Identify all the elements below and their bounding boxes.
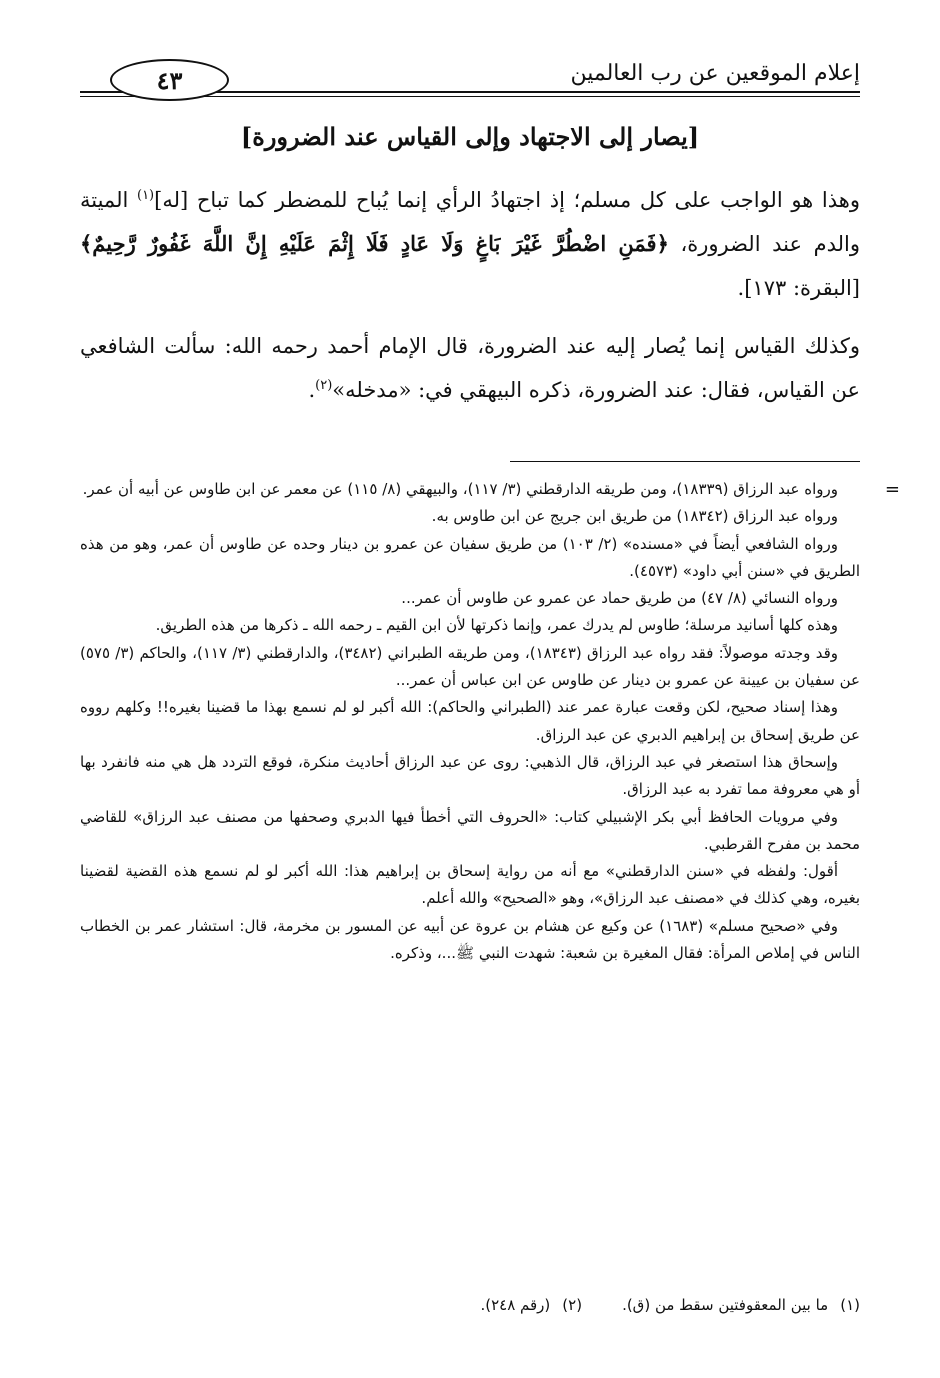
note-paragraph: أقول: ولفظه في «سنن الدارقطني» مع أنه من رواية إسحاق بن إبراهيم هذا: الله أكبر لو لم نسمع هذه القضية لقضينا بغيره، وهي كذلك في «مصنف عبد الرزاق»، وهو «الصحيح» والله أعلم.	[80, 862, 860, 908]
note-paragraph	[80, 476, 900, 503]
note-paragraph: ورواه عبد الرزاق (١٨٣٤٢) من طريق ابن جريج عن ابن طاوس به.	[431, 507, 838, 526]
note-paragraph: وهذه كلها أسانيد مرسلة؛ طاوس لم يدرك عمر، وإنما ذكرتها لأن ابن القيم ـ رحمه الله ـ ذكرها من هذه الطريق.	[155, 616, 838, 635]
running-header	[80, 55, 860, 105]
note-paragraph: وفي مرويات الحافظ أبي بكر الإشبيلي كتاب: «الحروف التي أخطأ فيها الدبري وصحفها من مصنف عبد الرزاق» للقاضي محمد بن مفرح القرطبي.	[80, 807, 860, 853]
note-paragraph: ورواه الشافعي أيضاً في «مسنده» (٢/ ١٠٣) من طريق سفيان عن عمرو بن دينار وحده عن طاوس أن عمر، وهو من هذه الطريق في «سنن أبي داود» (٤٥٧٣).	[80, 534, 860, 580]
page-number: ٤٣	[110, 59, 229, 101]
paragraph-1	[80, 178, 860, 310]
note-paragraph: وفي «صحيح مسلم» (١٦٨٣) عن وكيع عن هشام بن عروة عن أبيه عن المسور بن مخرمة، قال: استشار عمر بن الخطاب الناس في إملاص المرأة: فقال المغيرة بن شعبة: شهدت النبي ﷺ...، وذكره.	[80, 916, 860, 963]
section-title: [يصار إلى الاجتهاد وإلى القياس عند الضرورة]	[240, 122, 700, 151]
p1-text-b: الميتة والدم عند الضرورة،	[80, 188, 860, 256]
footnote-1-number: (١)	[840, 1296, 860, 1314]
paragraph-2	[80, 324, 860, 412]
footnote-ref-1: (١)	[136, 188, 155, 203]
footnote-ref-2: (٢)	[315, 378, 333, 393]
footnote-continuation	[80, 476, 900, 967]
continuation-mark: =	[884, 479, 900, 500]
p1-text-a: وهذا هو الواجب على كل مسلم؛ إذ اجتهادُ الرأي إنما يُباح للمضطر كما تباح [له]	[154, 188, 860, 212]
quran-verse: ﴿فَمَنِ اضْطُرَّ غَيْرَ بَاغٍ وَلَا عَادٍ فَلَا إِثْمَ عَلَيْهِ إِنَّ اللَّهَ غَفُورٌ رَّحِيمٌ﴾	[80, 231, 669, 256]
note-text: ورواه عبد الرزاق (١٨٣٣٩)، ومن طريقه الدارقطني (٣/ ١١٧)، والبيهقي (٨/ ١١٥) عن معمر عن ابن طاوس عن أبيه أن عمر.	[82, 480, 838, 498]
p2-text-b: .	[308, 378, 316, 402]
note-paragraph: وقد وجدته موصولاً: فقد رواه عبد الرزاق (١٨٣٤٣)، ومن طريقه الطبراني (٣٤٨٢)، والدارقطني (٣/ ١١٧)، والحاكم (٣/ ٥٧٥) عن سفيان بن عيينة عن عمرو بن دينار عن طاوس عن ابن عباس أن عمر...	[80, 643, 860, 690]
p2-text-a: وكذلك القياس إنما يُصار إليه عند الضرورة، قال الإمام أحمد رحمه الله: سألت الشافعي عن القياس، فقال: عند الضرورة، ذكره البيهقي في: «مدخله»	[80, 334, 860, 402]
main-text	[80, 178, 860, 426]
book-title: إعلام الموقعين عن رب العالمين	[570, 61, 860, 86]
footnote-2-text: (رقم ٢٤٨).	[480, 1296, 551, 1314]
note-paragraph: وهذا إسناد صحيح، لكن وقعت عبارة عمر عند (الطبراني والحاكم): الله أكبر لو لم نسمع بهذا ما قضينا بغيره!! وكلهم رووه عن طريق إسحاق بن إبراهيم الدبري عن عبد الرزاق.	[80, 698, 860, 744]
footnote-1-text: ما بين المعقوفتين سقط من (ق).	[622, 1296, 829, 1314]
page-footnotes	[80, 1292, 860, 1319]
footnote-separator	[510, 461, 860, 462]
p1-text-c: [البقرة: ١٧٣].	[737, 276, 860, 300]
note-paragraph: وإسحاق هذا استصغر في عبد الرزاق، قال الذهبي: روى عن عبد الرزاق أحاديث منكرة، فوقع التردد هل هي منه فانفرد بها أو هي معروفة مما تفرد به عبد الرزاق.	[80, 752, 860, 799]
footnote-2-number: (٢)	[562, 1296, 583, 1314]
note-paragraph: ورواه النسائي (٨/ ٤٧) من طريق حماد عن عمرو عن طاوس أن عمر...	[401, 589, 838, 608]
